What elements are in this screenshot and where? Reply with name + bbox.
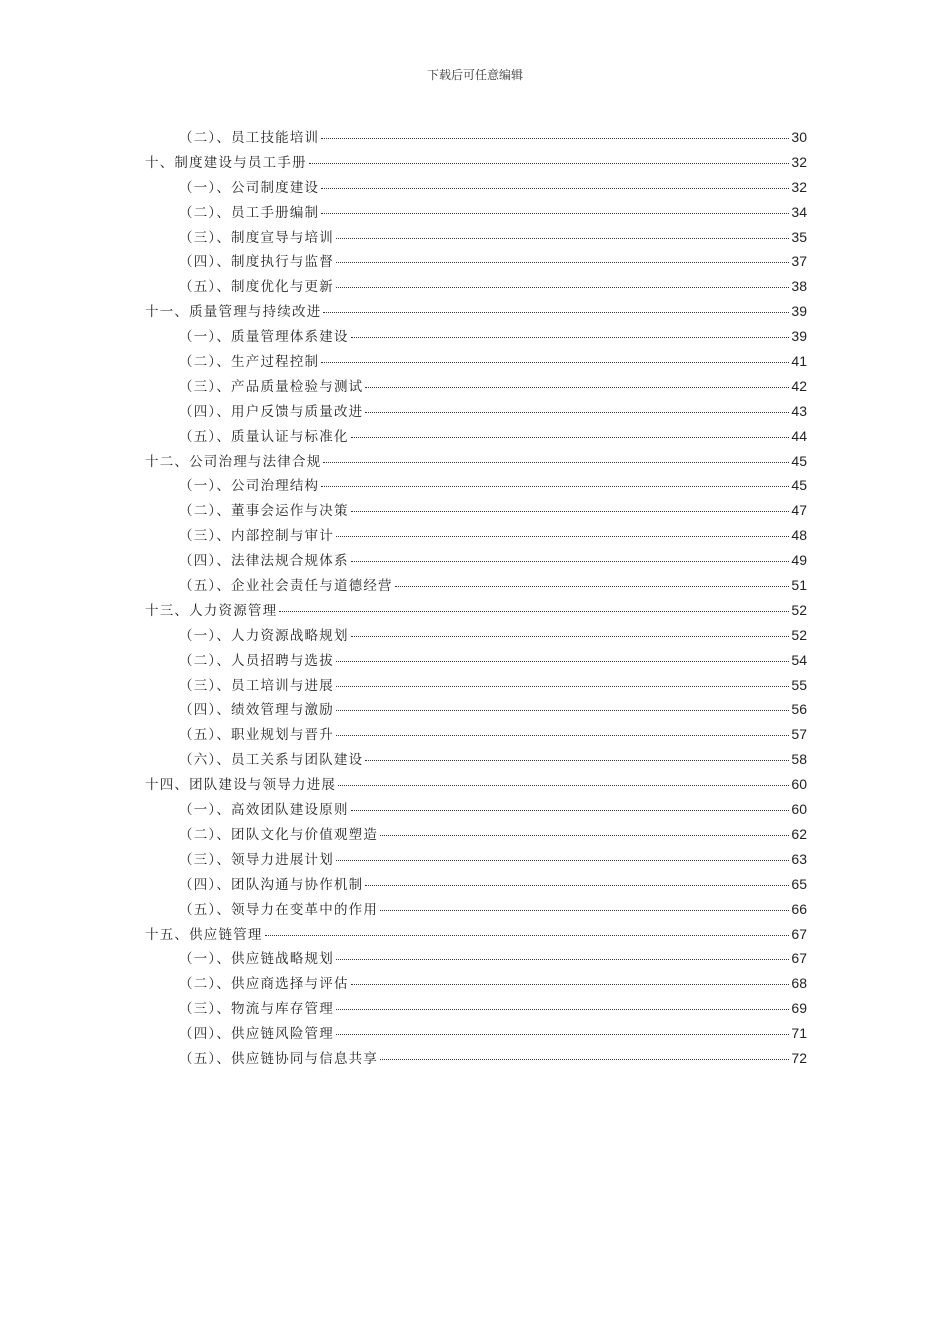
toc-entry-title: （五）、质量认证与标准化 bbox=[179, 428, 349, 445]
toc-dot-leader bbox=[351, 437, 790, 438]
toc-section-entry[interactable] bbox=[145, 697, 807, 722]
toc-dot-leader bbox=[336, 710, 789, 711]
toc-entry-title: （二）、人员招聘与选拔 bbox=[179, 652, 334, 669]
toc-page-number: 38 bbox=[791, 278, 807, 295]
toc-entry-title: （五）、制度优化与更新 bbox=[179, 279, 334, 296]
toc-page-number: 35 bbox=[791, 228, 807, 245]
toc-page-number: 57 bbox=[791, 726, 807, 743]
toc-section-entry[interactable] bbox=[145, 747, 807, 772]
toc-entry-title: （四）、用户反馈与质量改进 bbox=[179, 403, 364, 420]
toc-page-number: 69 bbox=[791, 1000, 807, 1017]
toc-entry-title: （五）、领导力在变革中的作用 bbox=[179, 901, 379, 918]
toc-dot-leader bbox=[365, 760, 789, 761]
toc-dot-leader bbox=[279, 611, 789, 612]
toc-entry-title: 十二、公司治理与法律合规 bbox=[145, 453, 322, 470]
toc-dot-leader bbox=[351, 511, 790, 512]
toc-page-number: 39 bbox=[791, 303, 807, 320]
toc-entry-title: （一）、公司治理结构 bbox=[179, 478, 320, 495]
toc-entry-title: （五）、企业社会责任与道德经营 bbox=[179, 578, 393, 595]
toc-entry-title: （二）、董事会运作与决策 bbox=[179, 503, 349, 520]
page-header: 下载后可任意编辑 bbox=[426, 68, 523, 82]
toc-dot-leader bbox=[336, 287, 789, 288]
toc-dot-leader bbox=[336, 536, 789, 537]
toc-page-number: 41 bbox=[791, 353, 807, 370]
toc-entry-title: （三）、制度宣导与培训 bbox=[179, 229, 334, 246]
toc-page-number: 58 bbox=[791, 751, 807, 768]
toc-entry-title: （二）、员工技能培训 bbox=[179, 130, 320, 146]
toc-entry-title: （二）、团队文化与价值观塑造 bbox=[179, 826, 379, 843]
toc-dot-leader bbox=[321, 138, 789, 139]
toc-chapter-entry[interactable] bbox=[145, 598, 807, 623]
toc-dot-leader bbox=[351, 810, 790, 811]
toc-page-number: 60 bbox=[791, 776, 807, 793]
toc-section-entry[interactable] bbox=[145, 648, 807, 673]
toc-dot-leader bbox=[395, 586, 790, 587]
toc-page-number: 52 bbox=[791, 601, 807, 618]
toc-dot-leader bbox=[323, 312, 789, 313]
toc-page-number: 30 bbox=[791, 129, 807, 145]
toc-section-entry[interactable] bbox=[145, 200, 807, 225]
toc-section-entry[interactable] bbox=[145, 249, 807, 274]
toc-section-entry[interactable] bbox=[145, 175, 807, 200]
toc-entry-title: （一）、公司制度建设 bbox=[179, 179, 320, 196]
toc-entry-title: （四）、团队沟通与协作机制 bbox=[179, 876, 364, 893]
toc-entry-title: （五）、供应链协同与信息共享 bbox=[179, 1050, 379, 1067]
toc-section-entry[interactable] bbox=[145, 498, 807, 523]
toc-dot-leader bbox=[365, 412, 789, 413]
toc-entry-title: （四）、法律法规合规体系 bbox=[179, 553, 349, 570]
toc-section-entry[interactable] bbox=[145, 946, 807, 971]
toc-section-entry[interactable] bbox=[145, 797, 807, 822]
toc-section-entry[interactable] bbox=[145, 822, 807, 847]
toc-entry-title: （三）、物流与库存管理 bbox=[179, 1001, 334, 1018]
toc-page-number: 71 bbox=[791, 1025, 807, 1042]
toc-page-number: 43 bbox=[791, 402, 807, 419]
toc-dot-leader bbox=[336, 1034, 789, 1035]
toc-entry-title: 十三、人力资源管理 bbox=[145, 602, 278, 619]
toc-dot-leader bbox=[336, 735, 789, 736]
toc-page-number: 39 bbox=[791, 328, 807, 345]
toc-section-entry[interactable] bbox=[145, 872, 807, 897]
toc-entry-title: 十五、供应链管理 bbox=[145, 926, 263, 943]
toc-entry-title: （三）、领导力进展计划 bbox=[179, 851, 334, 868]
toc-page-number: 34 bbox=[791, 203, 807, 220]
toc-page-number: 60 bbox=[791, 801, 807, 818]
toc-section-entry[interactable] bbox=[145, 847, 807, 872]
toc-chapter-entry[interactable] bbox=[145, 449, 807, 474]
toc-page-number: 51 bbox=[791, 577, 807, 594]
toc-entry-title: 十一、质量管理与持续改进 bbox=[145, 304, 322, 321]
toc-dot-leader bbox=[365, 387, 789, 388]
toc-chapter-entry[interactable] bbox=[145, 150, 807, 175]
toc-section-entry[interactable] bbox=[145, 324, 807, 349]
toc-entry-title: （五）、职业规划与晋升 bbox=[179, 727, 334, 744]
toc-section-entry[interactable] bbox=[145, 1021, 807, 1046]
toc-dot-leader bbox=[351, 337, 790, 338]
toc-section-entry[interactable] bbox=[145, 971, 807, 996]
toc-page-number: 42 bbox=[791, 377, 807, 394]
toc-section-entry[interactable] bbox=[145, 897, 807, 922]
toc-section-entry[interactable] bbox=[145, 623, 807, 648]
toc-section-entry[interactable] bbox=[145, 399, 807, 424]
toc-entry-title: （二）、生产过程控制 bbox=[179, 354, 320, 371]
toc-entry-title: 十、制度建设与员工手册 bbox=[145, 154, 307, 171]
toc-dot-leader bbox=[323, 462, 789, 463]
toc-page-number: 32 bbox=[791, 178, 807, 195]
toc-section-entry[interactable] bbox=[145, 673, 807, 698]
toc-dot-leader bbox=[380, 910, 789, 911]
toc-dot-leader bbox=[336, 1009, 789, 1010]
toc-section-entry[interactable] bbox=[145, 548, 807, 573]
toc-section-entry[interactable] bbox=[145, 274, 807, 299]
toc-dot-leader bbox=[321, 213, 789, 214]
toc-entry-title: （一）、人力资源战略规划 bbox=[179, 627, 349, 644]
toc-entry-title: （六）、员工关系与团队建设 bbox=[179, 752, 364, 769]
toc-section-entry[interactable] bbox=[145, 473, 807, 498]
toc-page-number: 45 bbox=[791, 452, 807, 469]
toc-section-entry[interactable] bbox=[145, 573, 807, 598]
toc-section-entry[interactable] bbox=[145, 349, 807, 374]
toc-page-number: 49 bbox=[791, 552, 807, 569]
toc-section-entry[interactable] bbox=[145, 374, 807, 399]
toc-section-entry[interactable] bbox=[145, 225, 807, 250]
toc-page-number: 47 bbox=[791, 502, 807, 519]
toc-section-entry[interactable] bbox=[145, 125, 807, 150]
toc-entry-title: 十四、团队建设与领导力进展 bbox=[145, 777, 337, 794]
toc-dot-leader bbox=[336, 860, 789, 861]
toc-section-entry[interactable] bbox=[145, 424, 807, 449]
table-of-contents bbox=[145, 125, 807, 1071]
toc-dot-leader bbox=[265, 935, 790, 936]
toc-dot-leader bbox=[321, 188, 789, 189]
toc-chapter-entry[interactable] bbox=[145, 299, 807, 324]
toc-page-number: 63 bbox=[791, 850, 807, 867]
toc-dot-leader bbox=[336, 661, 789, 662]
toc-page-number: 45 bbox=[791, 477, 807, 494]
toc-entry-title: （一）、供应链战略规划 bbox=[179, 951, 334, 968]
toc-dot-leader bbox=[321, 486, 789, 487]
toc-dot-leader bbox=[351, 636, 790, 637]
toc-page-number: 68 bbox=[791, 975, 807, 992]
toc-page-number: 65 bbox=[791, 875, 807, 892]
toc-dot-leader bbox=[338, 785, 789, 786]
toc-dot-leader bbox=[336, 262, 789, 263]
toc-chapter-entry[interactable] bbox=[145, 922, 807, 947]
toc-dot-leader bbox=[351, 984, 790, 985]
toc-section-entry[interactable] bbox=[145, 722, 807, 747]
toc-page-number: 72 bbox=[791, 1049, 807, 1066]
toc-page-number: 67 bbox=[791, 925, 807, 942]
toc-dot-leader bbox=[380, 1059, 789, 1060]
toc-dot-leader bbox=[309, 163, 790, 164]
toc-page-number: 55 bbox=[791, 676, 807, 693]
toc-dot-leader bbox=[365, 885, 789, 886]
toc-dot-leader bbox=[351, 561, 790, 562]
toc-entry-title: （四）、制度执行与监督 bbox=[179, 254, 334, 271]
toc-chapter-entry[interactable] bbox=[145, 772, 807, 797]
toc-page-number: 37 bbox=[791, 253, 807, 270]
toc-page-number: 44 bbox=[791, 427, 807, 444]
toc-dot-leader bbox=[336, 959, 789, 960]
toc-dot-leader bbox=[321, 362, 789, 363]
toc-entry-title: （一）、质量管理体系建设 bbox=[179, 329, 349, 346]
toc-entry-title: （四）、绩效管理与激励 bbox=[179, 702, 334, 719]
toc-entry-title: （二）、员工手册编制 bbox=[179, 204, 320, 221]
toc-page-number: 62 bbox=[791, 825, 807, 842]
toc-entry-title: （三）、内部控制与审计 bbox=[179, 528, 334, 545]
toc-page-number: 32 bbox=[791, 153, 807, 170]
toc-page-number: 67 bbox=[791, 950, 807, 967]
toc-entry-title: （三）、员工培训与进展 bbox=[179, 677, 334, 694]
toc-entry-title: （三）、产品质量检验与测试 bbox=[179, 378, 364, 395]
toc-entry-title: （二）、供应商选择与评估 bbox=[179, 976, 349, 993]
toc-dot-leader bbox=[336, 238, 789, 239]
toc-page-number: 54 bbox=[791, 651, 807, 668]
toc-section-entry[interactable] bbox=[145, 1046, 807, 1071]
toc-section-entry[interactable] bbox=[145, 523, 807, 548]
toc-page-number: 56 bbox=[791, 701, 807, 718]
toc-section-entry[interactable] bbox=[145, 996, 807, 1021]
toc-dot-leader bbox=[336, 686, 789, 687]
toc-page-number: 52 bbox=[791, 626, 807, 643]
toc-page-number: 48 bbox=[791, 527, 807, 544]
toc-page-number: 66 bbox=[791, 900, 807, 917]
toc-entry-title: （一）、高效团队建设原则 bbox=[179, 802, 349, 819]
toc-entry-title: （四）、供应链风险管理 bbox=[179, 1026, 334, 1043]
toc-dot-leader bbox=[380, 835, 789, 836]
